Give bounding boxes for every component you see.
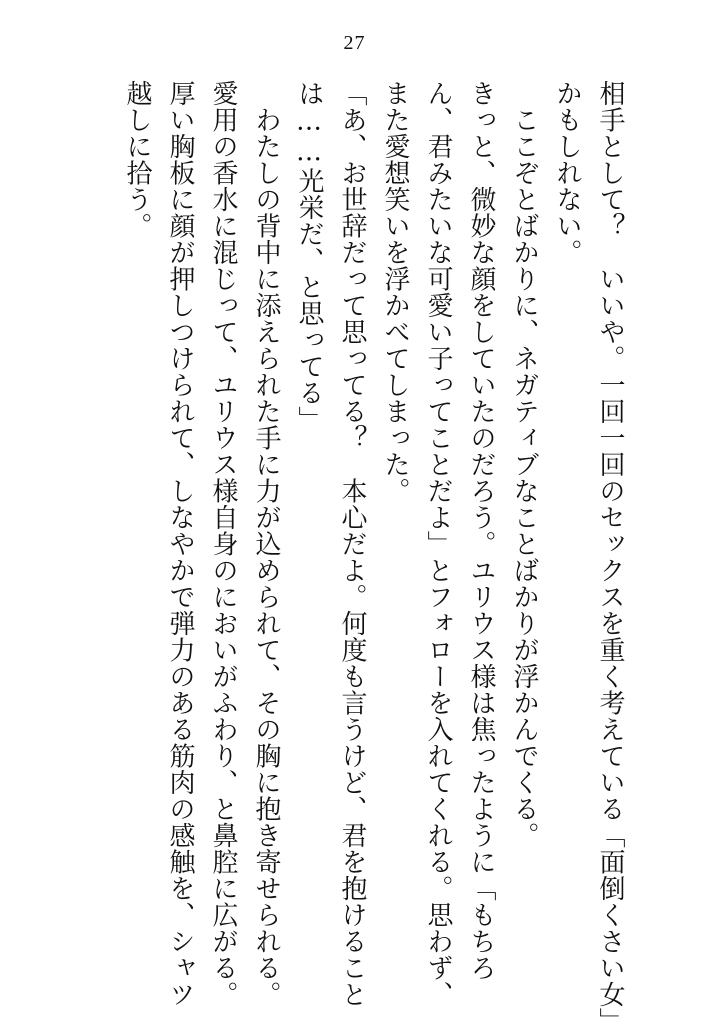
text-line: は……光栄だ、と思ってる」 bbox=[294, 80, 324, 433]
text-line: ん、君みたいな可愛い子ってことだよ」とフォローを入れてくれる。思わず、 bbox=[423, 80, 453, 1008]
text-line: 越しに拾う。 bbox=[122, 80, 152, 239]
text-line: かもしれない。 bbox=[552, 80, 582, 266]
text-line: わたしの背中に添えられた手に力が込められて、その胸に抱き寄せられる。 bbox=[251, 80, 281, 1008]
text-line: きっと、微妙な顔をしていたのだろう。ユリウス様は焦ったように「もちろ bbox=[466, 80, 496, 981]
text-line: ここぞとばかりに、ネガティブなことばかりが浮かんでくる。 bbox=[509, 80, 539, 849]
page-number: 27 bbox=[343, 32, 366, 54]
text-line: 「あ、お世辞だって思ってる？ 本心だよ。何度も言うけど、君を抱けること bbox=[337, 80, 367, 1008]
text-line: また愛想笑いを浮かべてしまった。 bbox=[380, 80, 410, 504]
body-text bbox=[115, 80, 631, 1034]
text-line: 相手として？ いいや。一回一回のセックスを重く考えている「面倒くさい女」 bbox=[595, 80, 625, 1034]
text-line: 厚い胸板に顔が押しつけられて、しなやかで弾力のある筋肉の感触を、シャツ bbox=[165, 80, 195, 1008]
text-line: 愛用の香水に混じって、ユリウス様自身のにおいがふわり、と鼻腔に広がる。 bbox=[208, 80, 238, 1008]
